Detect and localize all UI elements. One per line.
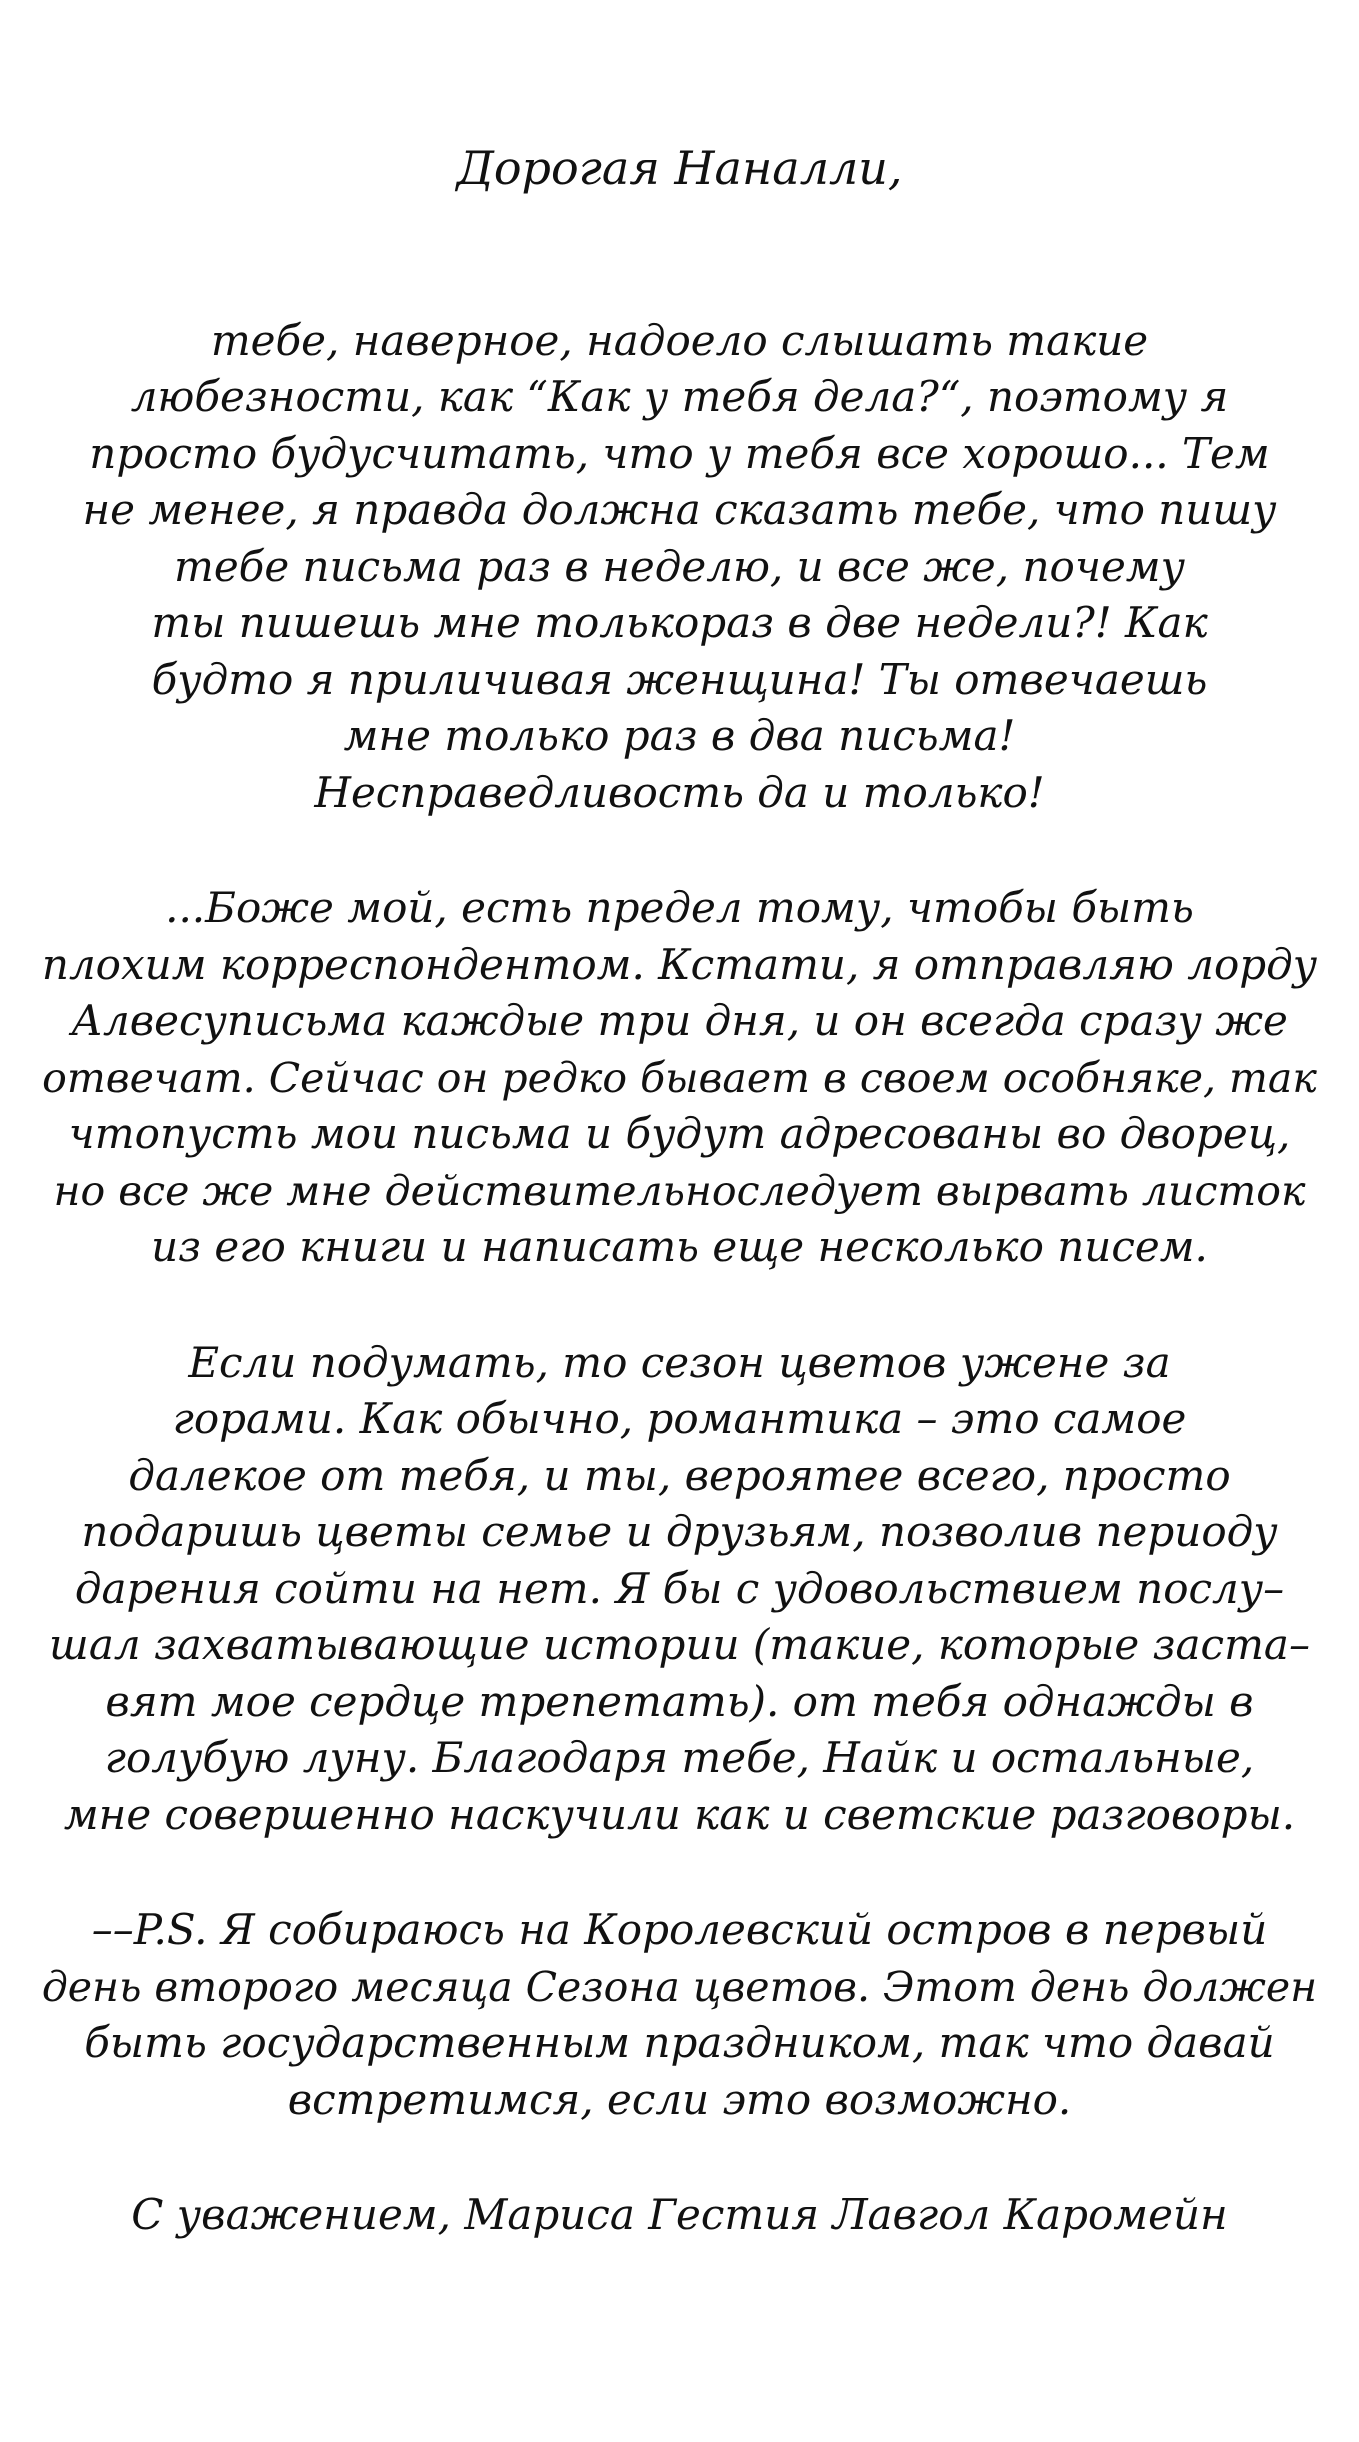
letter-line: но все же мне действительноследует вырвать листок bbox=[53, 1166, 1306, 1215]
letter-line: просто будусчитать, что у тебя все хорошо... Тем bbox=[89, 428, 1270, 478]
letter-line: мне совершенно наскучили как и светские разговоры. bbox=[63, 1789, 1296, 1839]
letter-line: дарения сойти на нет. Я бы с удовольствием послу– bbox=[74, 1563, 1285, 1613]
letter-line: мне только раз в два письма! bbox=[343, 711, 1016, 760]
letter-line: день второго месяца Сезона цветов. Этот день должен bbox=[41, 1962, 1318, 2011]
letter-line: встретимся, если это возможно. bbox=[287, 2074, 1072, 2124]
letter-line: будто я приличивая женщина! Ты отвечаешь bbox=[151, 654, 1208, 704]
letter-paragraph-2 bbox=[40, 880, 1319, 1276]
letter-line: не менее, я правда должна сказать тебе, что пишу bbox=[82, 485, 1277, 534]
letter-line: подаришь цветы семье и друзьям, позволив периоду bbox=[81, 1507, 1278, 1556]
letter-line: ––P.S. Я собираюсь на Королевский остров в первый bbox=[91, 1905, 1268, 1954]
letter-line: отвечат. Сейчас он редко бывает в своем особняке, так bbox=[42, 1053, 1317, 1102]
letter-line: тебе, наверное, надоело слышать такие bbox=[210, 315, 1149, 365]
letter-line: Алвесуписьма каждые три дня, и он всегда сразу же bbox=[71, 996, 1288, 1045]
letter-line: быть государственным праздником, так что давай bbox=[84, 2018, 1275, 2067]
letter-line: тебе письма раз в неделю, и все же, почему bbox=[174, 541, 1185, 591]
letter-line: ...Боже мой, есть предел тому, чтобы быть bbox=[165, 883, 1194, 932]
letter-line: Несправедливость да и только! bbox=[314, 767, 1045, 817]
letter-line: голубую луну. Благодаря тебе, Найк и остальные, bbox=[104, 1733, 1255, 1782]
letter-line: любезности, как “Как у тебя дела?“, поэтому я bbox=[130, 372, 1229, 421]
letter-line: Если подумать, то сезон цветов ужене за bbox=[188, 1337, 1171, 1387]
letter-greeting: Дорогая Наналли, bbox=[456, 141, 903, 195]
letter-line: чтопусть мои письма и будут адресованы во дворец, bbox=[68, 1109, 1291, 1158]
letter-paragraph-1 bbox=[40, 313, 1319, 822]
letter-paragraph-3 bbox=[40, 1335, 1319, 1844]
letter-line: ты пишешь мне толькораз в две недели?! Как bbox=[151, 598, 1208, 647]
letter-line: вят мое сердце трепетать). от тебя однажды в bbox=[105, 1676, 1254, 1726]
letter-postscript bbox=[40, 1902, 1319, 2128]
letter-line: шал захватывающие истории (такие, которые заста– bbox=[49, 1620, 1310, 1669]
letter-signature: С уважением, Мариса Гестия Лавгол Каромейн bbox=[131, 2190, 1228, 2239]
letter-line: далекое от тебя, и ты, вероятее всего, просто bbox=[128, 1450, 1231, 1500]
letter-line: плохим корреспондентом. Кстати, я отправляю лорду bbox=[41, 939, 1318, 989]
letter-line: горами. Как обычно, романтика – это самое bbox=[172, 1394, 1187, 1443]
letter-line: из его книги и написать еще несколько писем. bbox=[151, 1222, 1208, 1271]
